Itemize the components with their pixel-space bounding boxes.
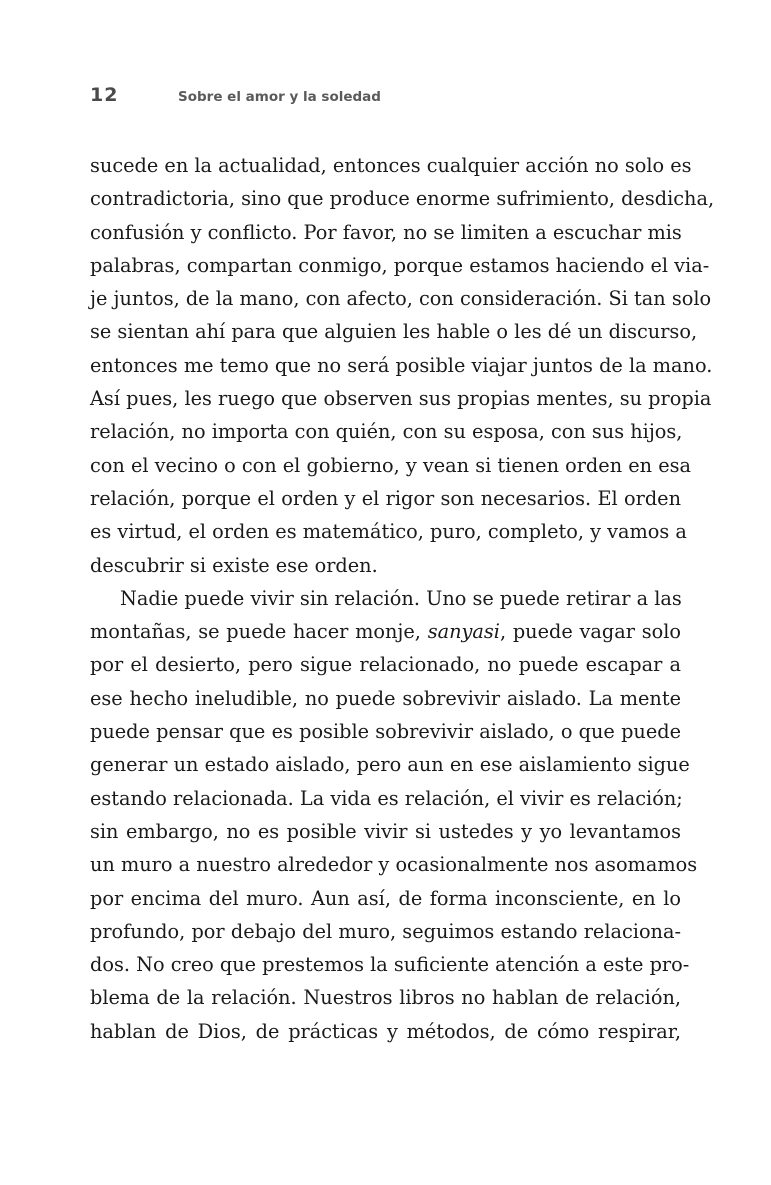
text-line: dos. No creo que prestemos la suficiente atención a este pro- — [90, 953, 690, 977]
text-line: por encima del muro. Aun así, de forma inconsciente, en lo — [90, 886, 681, 910]
text-line: es virtud, el orden es matemático, puro, completo, y vamos a — [90, 520, 687, 544]
text-segment: , puede vagar solo — [499, 620, 681, 644]
text-line: por el desierto, pero sigue relacionado, no puede escapar a — [90, 653, 681, 677]
text-line: sucede en la actualidad, entonces cualquier acción no solo es — [90, 154, 692, 177]
text-line: estando relacionada. La vida es relación, el vivir es relación; — [90, 786, 683, 810]
text-line: con el vecino o con el gobierno, y vean si tienen orden en esa — [90, 453, 691, 477]
text-segment: montañas, se puede hacer monje, — [90, 620, 421, 644]
text-line: profundo, por debajo del muro, seguimos estando relaciona- — [90, 919, 681, 943]
text-line: puede pensar que es posible sobrevivir aislado, o que puede — [90, 720, 681, 744]
text-line: generar un estado aislado, pero aun en ese aislamiento sigue — [90, 753, 690, 777]
text-line: confusión y conflicto. Por favor, no se limiten a escuchar mis — [90, 220, 682, 244]
text-line: Nadie puede vivir sin relación. Uno se puede retirar a las — [120, 586, 682, 610]
text-line: entonces me temo que no será posible viajar juntos de la mano. — [90, 353, 713, 377]
running-header — [90, 84, 681, 112]
text-line: blema de la relación. Nuestros libros no hablan de relación, — [90, 986, 681, 1010]
text-line: sin embargo, no es posible vivir si ustedes y yo levantamos — [90, 819, 681, 843]
text-line: Así pues, les ruego que observen sus propias mentes, su propia — [90, 387, 712, 411]
text-line: un muro a nuestro alrededor y ocasionalmente nos asomamos — [90, 853, 698, 877]
text-line: contradictoria, sino que produce enorme sufrimiento, desdicha, — [90, 187, 715, 211]
text-line: je juntos, de la mano, con afecto, con consideración. Si tan solo — [90, 287, 712, 311]
text-line: hablan de Dios, de prácticas y métodos, de cómo respirar, — [90, 1019, 681, 1043]
text-line: ese hecho ineludible, no puede sobrevivir aislado. La mente — [90, 686, 681, 710]
body-text — [90, 149, 715, 1048]
text-line-with-italic — [90, 615, 681, 648]
book-title: Sobre el amor y la soledad — [178, 89, 381, 105]
text-line: palabras, compartan conmigo, porque estamos haciendo el via- — [90, 253, 710, 277]
text-line: se sientan ahí para que alguien les hable o les dé un discurso, — [90, 320, 698, 344]
text-line: relación, porque el orden y el rigor son necesarios. El orden — [90, 486, 681, 510]
text-line: descubrir si existe ese orden. — [90, 553, 378, 577]
page-number: 12 — [90, 84, 119, 106]
text-line: relación, no importa con quién, con su esposa, con sus hijos, — [90, 420, 683, 444]
italic-term: sanyasi — [427, 620, 500, 644]
